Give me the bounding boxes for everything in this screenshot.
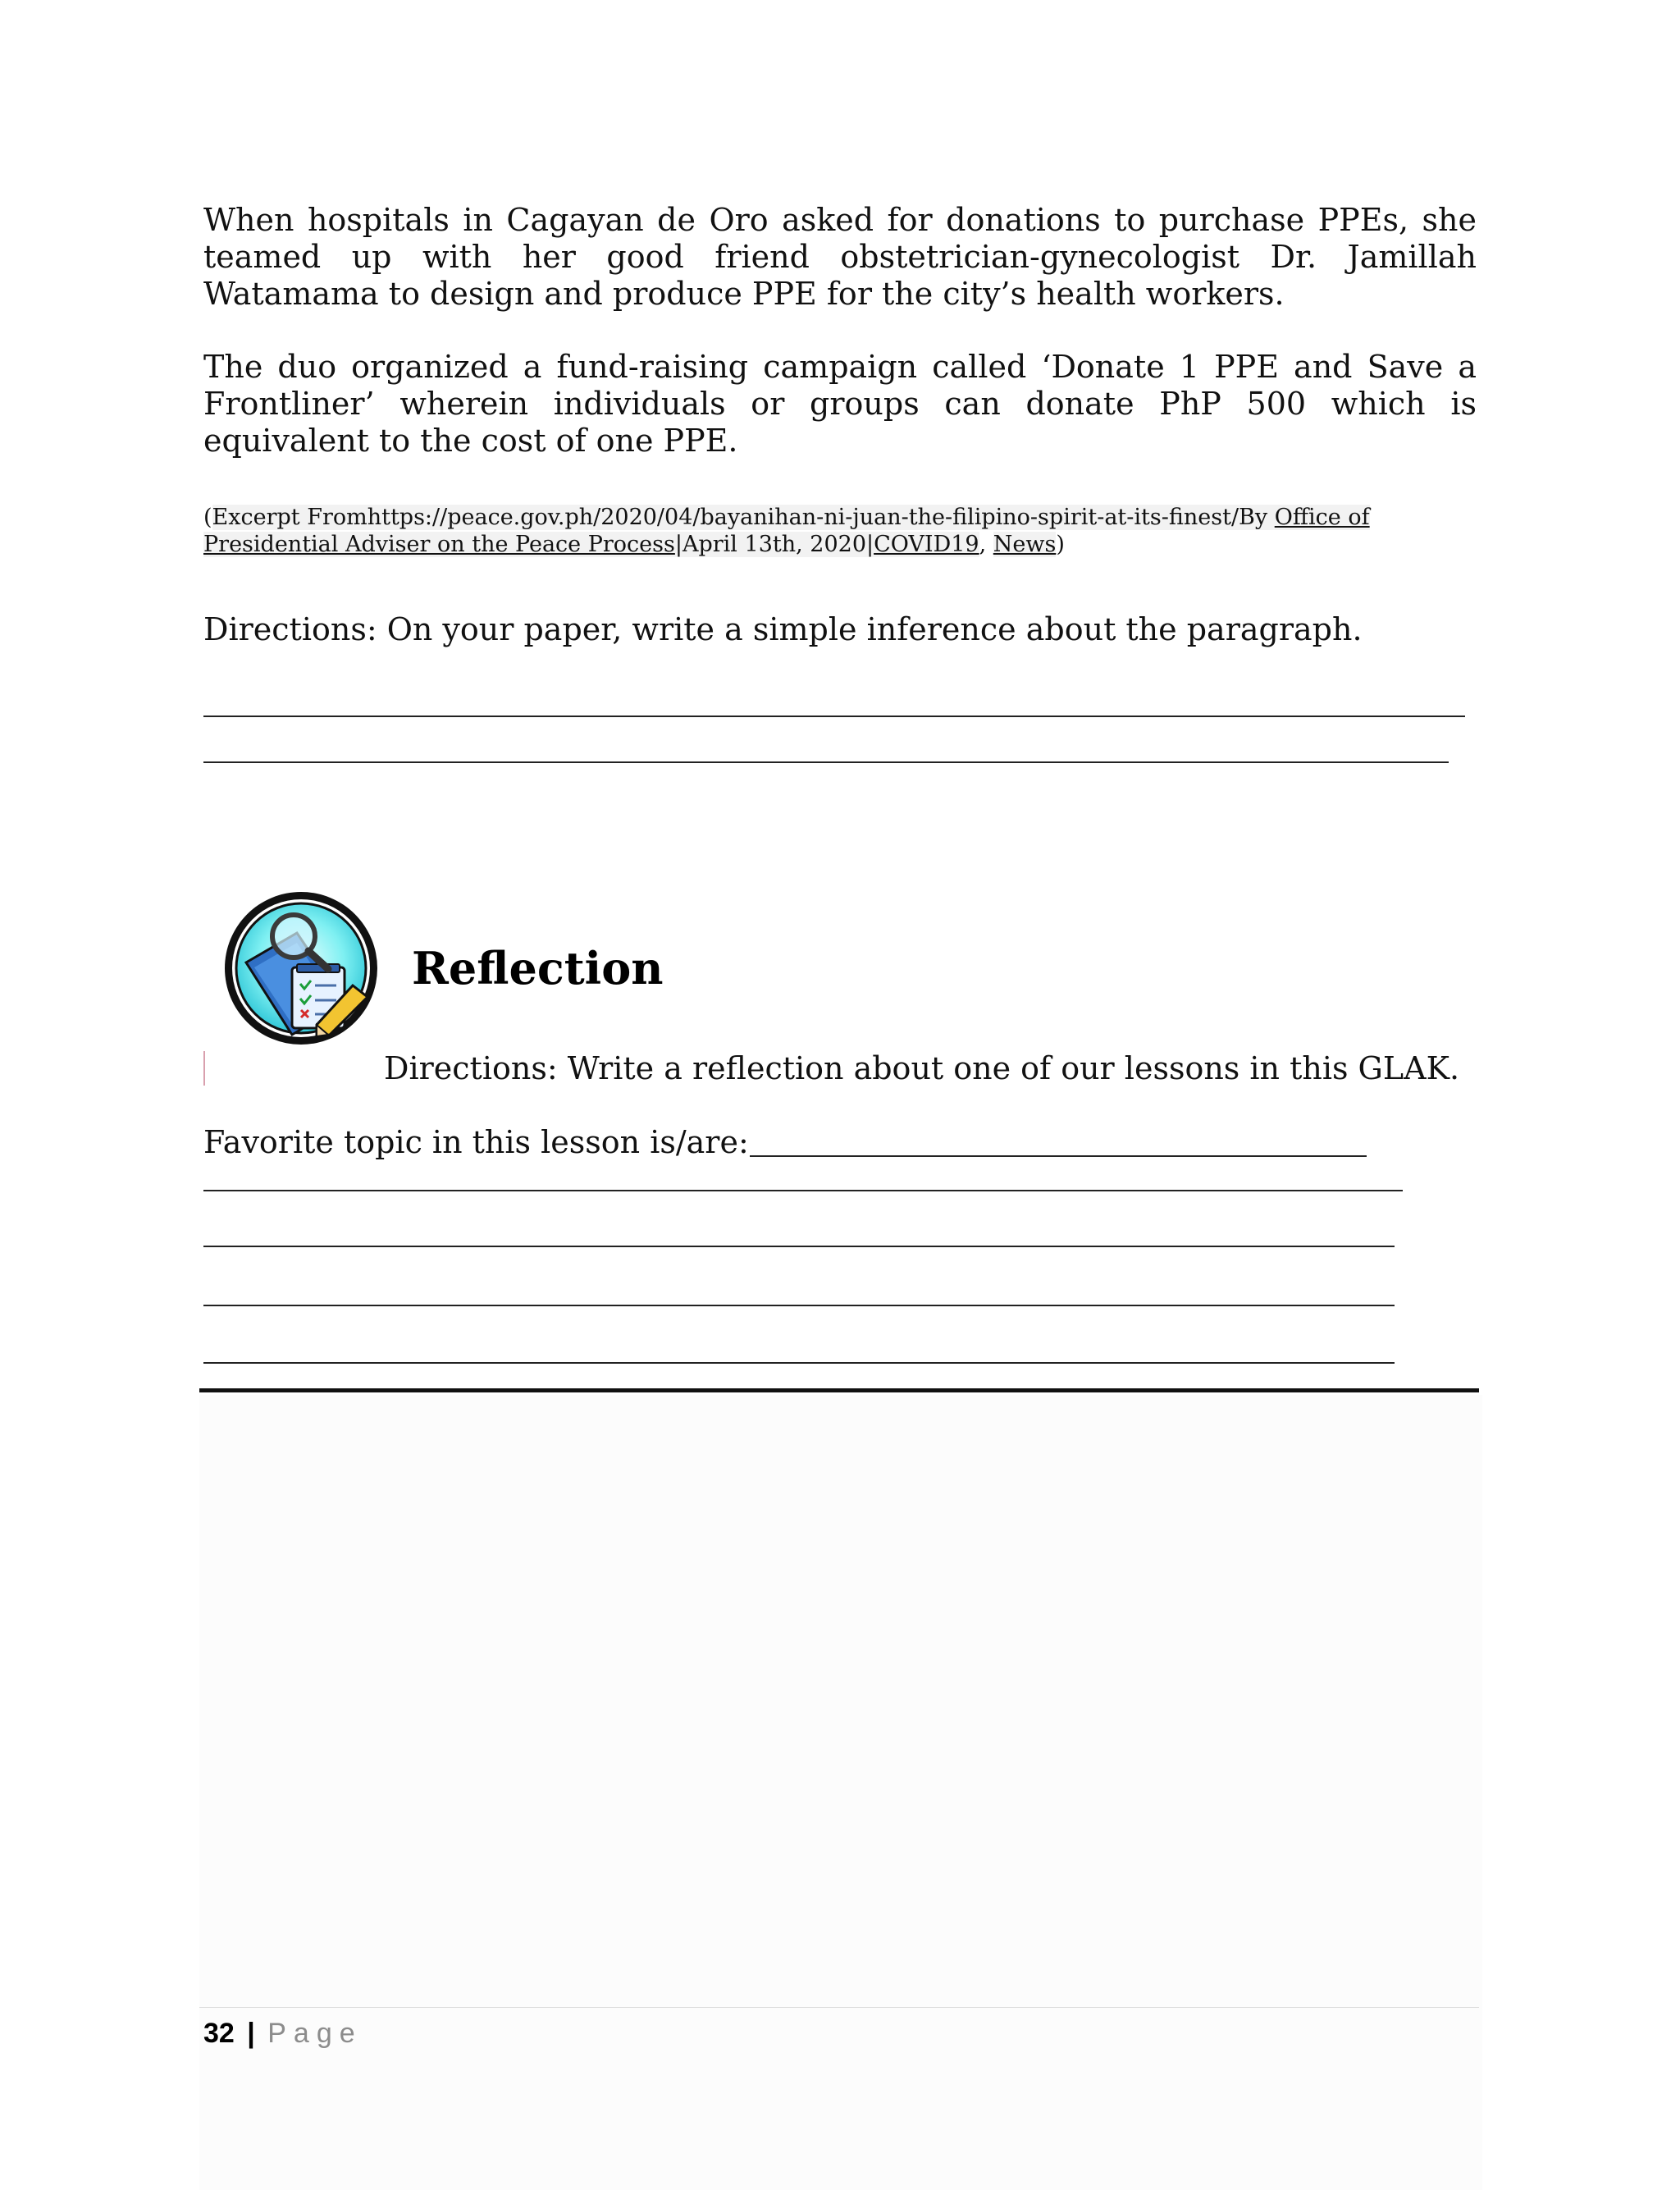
page-number: 32 [203,2018,235,2049]
answer-line [203,761,1449,763]
citation-date: April 13th, 2020 [682,532,866,557]
reflection-line [203,1305,1395,1306]
text-cursor-marker [203,1051,205,1086]
citation-separator: | [674,532,682,557]
citation-source-url: Excerpt Fromhttps://peace.gov.ph/2020/04/bayanihan-ni-juan-the-filipino-spirit-at-its-finest/By [212,505,1275,530]
citation-separator: | [866,532,874,557]
citation-tag-link[interactable]: News [993,532,1057,557]
magnifier-book-checklist-icon [221,889,381,1048]
citation-close-paren: ) [1056,532,1065,557]
reflection-line [203,1190,1403,1191]
footer-separator: | [247,2018,255,2049]
citation-open-paren: ( [203,505,212,530]
paragraph-campaign: The duo organized a fund-raising campaign called ‘Donate 1 PPE and Save a Frontliner’ wherein individuals or groups can donate PhP 500 which is equivalent to the cost of one PPE. [203,349,1477,459]
inference-directions: Directions: On your paper, write a simple inference about the paragraph. [203,611,1363,647]
citation-comma: , [979,532,993,557]
page-word: Page [267,2018,363,2049]
answer-line [203,716,1465,717]
citation-tag-link[interactable]: COVID19 [874,532,979,557]
reflection-directions: Directions: Write a reflection about one of our lessons in this GLAK. [384,1050,1460,1086]
reflection-line [203,1362,1395,1364]
citation-author-link[interactable]: Office of Presidential Adviser on the Peace Process [203,505,1370,557]
section-divider [199,1388,1479,1392]
paragraph-donations: When hospitals in Cagayan de Oro asked for donations to purchase PPEs, she teamed up with her good friend obstetrician-gynecologist Dr. Jamillah Watamama to design and produce PPE for the city’s health workers. [203,202,1477,312]
page-footer [203,2017,363,2050]
reflection-heading: Reflection [412,942,664,994]
favorite-topic-line [750,1155,1367,1157]
excerpt-citation [203,504,1483,558]
favorite-topic-label: Favorite topic in this lesson is/are: [203,1124,749,1160]
footer-divider [199,2007,1479,2008]
page-lower-shade [199,1395,1482,2190]
reflection-line [203,1246,1395,1247]
